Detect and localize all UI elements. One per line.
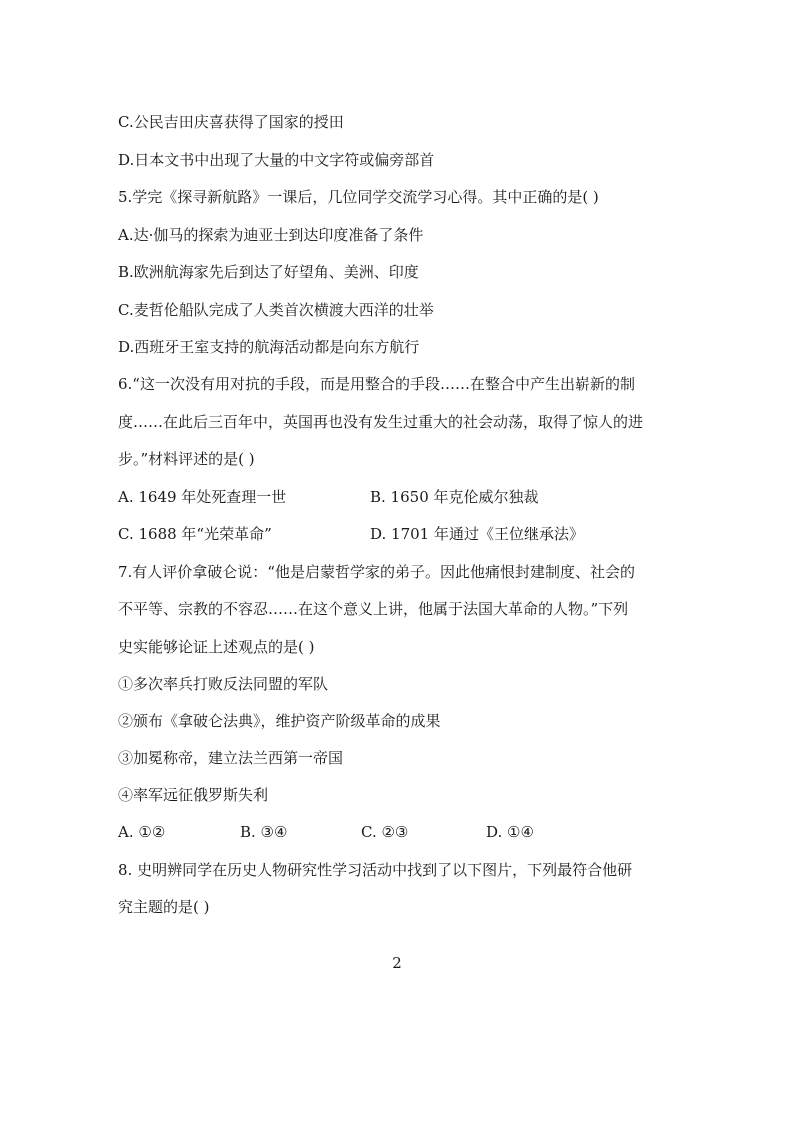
- q8-stem-line2: 究主题的是( ): [118, 898, 210, 916]
- q5-option-d: D.西班牙王室支持的航海活动都是向东方航行: [118, 338, 420, 356]
- q5-option-b: B.欧洲航海家先后到达了好望角、美洲、印度: [118, 263, 419, 281]
- q7-stem-line1: 7.有人评价拿破仑说：“他是启蒙哲学家的弟子。因此他痛恨封建制度、社会的: [118, 563, 635, 581]
- q5-option-a: A.达·伽马的探索为迪亚士到达印度准备了条件: [118, 226, 424, 244]
- q4-option-c: C.公民吉田庆喜获得了国家的授田: [118, 113, 344, 131]
- q6-option-b: B. 1650 年克伦威尔独裁: [370, 488, 539, 506]
- q8-stem-line1: 8. 史明辨同学在历史人物研究性学习活动中找到了以下图片，下列最符合他研: [118, 861, 633, 879]
- q5-option-c: C.麦哲伦船队完成了人类首次横渡大西洋的壮举: [118, 301, 434, 319]
- q7-option-b: B. ③④: [240, 823, 288, 841]
- q6-option-c: C. 1688 年“光荣革命”: [118, 525, 272, 543]
- q7-item-1: ①多次率兵打败反法同盟的军队: [118, 675, 329, 693]
- q6-stem-line1: 6.“这一次没有用对抗的手段，而是用整合的手段……在整合中产生出崭新的制: [118, 375, 635, 393]
- q7-item-4: ④率军远征俄罗斯失利: [118, 786, 269, 804]
- q6-stem-line3: 步。”材料评述的是( ): [118, 450, 255, 468]
- q7-item-3: ③加冕称帝，建立法兰西第一帝国: [118, 749, 344, 767]
- q7-stem-line2: 不平等、宗教的不容忍……在这个意义上讲，他属于法国大革命的人物。”下列: [118, 600, 629, 618]
- q7-stem-line3: 史实能够论证上述观点的是( ): [118, 638, 315, 656]
- q5-stem: 5.学完《探寻新航路》一课后，几位同学交流学习心得。其中正确的是( ): [118, 188, 599, 206]
- q7-option-d: D. ①④: [486, 823, 534, 841]
- q7-option-c: C. ②③: [361, 823, 409, 841]
- q6-option-d: D. 1701 年通过《王位继承法》: [370, 525, 584, 543]
- q4-option-d: D.日本文书中出现了大量的中文字符或偏旁部首: [118, 151, 435, 169]
- q7-item-2: ②颁布《拿破仑法典》，维护资产阶级革命的成果: [118, 712, 441, 730]
- q7-option-a: A. ①②: [118, 823, 166, 841]
- q6-option-a: A. 1649 年处死查理一世: [118, 488, 287, 506]
- q6-stem-line2: 度……在此后三百年中，英国再也没有发生过重大的社会动荡，取得了惊人的进: [118, 413, 644, 431]
- page-number: 2: [392, 954, 402, 972]
